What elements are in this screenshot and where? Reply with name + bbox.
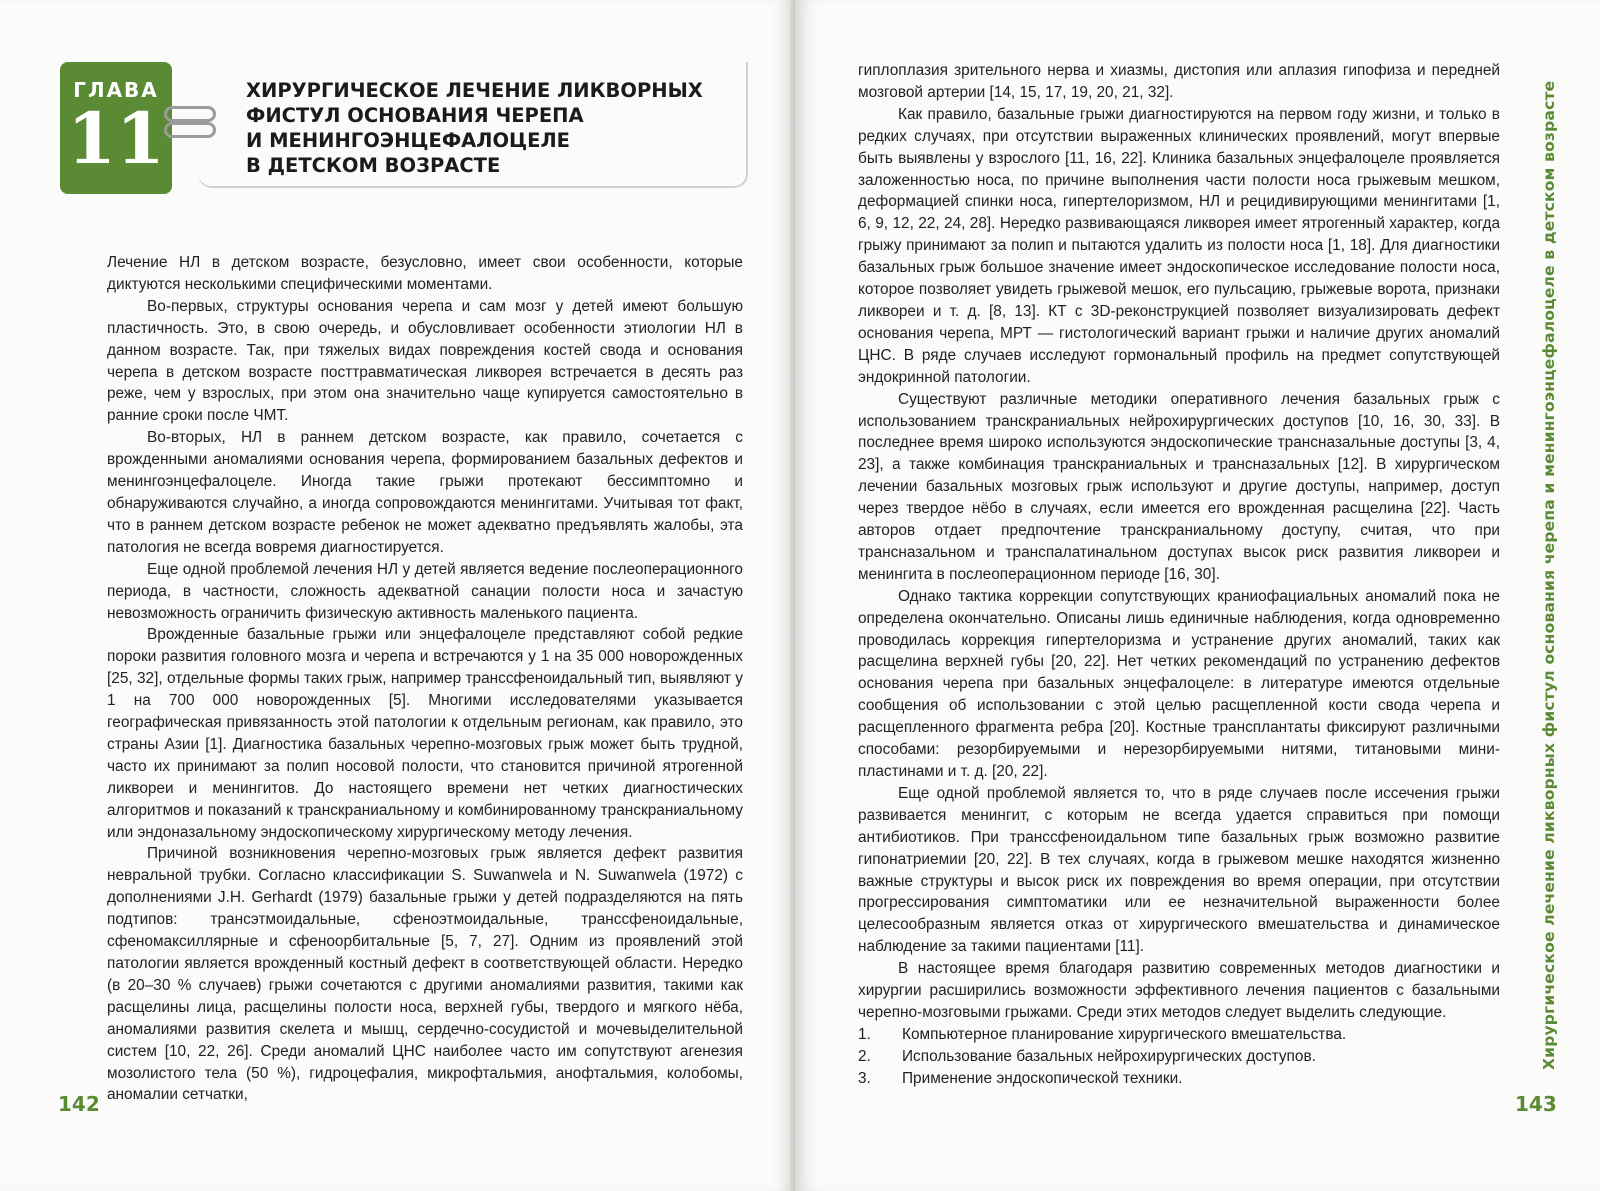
list-item [858, 1024, 1500, 1046]
paragraph: Однако тактика коррекции сопутствующих краниофациальных аномалий пока не определена окончательно. Описаны лишь единичные наблюдения, когда одновременно проводилась коррекция гипертелоризма и устранение других аномалий, таких как расщелина верхней губы [20, 22]. Нет четких рекомендаций по устранению дефектов основания черепа при базальных энцефалоцеле: в литературе имеются отдельные сообщения об использовании с этой целью расщепленной кости свода черепа и расщепленного фрагмента ребра [20]. Костные трансплантаты фиксируют различными способами: резорбируемыми и нерезорбируемыми нитями, титановыми мини-пластинами и т. д. [20, 22]. [858, 587, 1500, 780]
list-number: 1. [858, 1025, 871, 1043]
paragraph: Существуют различные методики оперативного лечения базальных грыж с использованием транскраниальных нейрохирургических доступов [10, 16, 30, 33]. В последнее время широко используются эндоскопические трансназальные доступы [3, 4, 23], а также комбинация транскраниальных и трансназальных [12]. В хирургическом лечении базальных мозговых грыж используют и другие доступы, например, доступ через твердое нёбо в случаях, если имеется его врожденная расщелина [22]. Часть авторов отдает предпочтение транскраниальному доступу, считая, что при трансназальном и транспалатинальном доступах высок риск развития ликвореи и менингита в послеоперационном периоде [16, 30]. [858, 390, 1500, 583]
page-number: 142 [58, 1092, 100, 1116]
paragraph: Как правило, базальные грыжи диагностируются на первом году жизни, и только в редких случаях, при отсутствии выраженных клинических проявлений, могут впервые быть выявлены у взрослого [11, 16, 22]. Клиника базальных энцефалоцеле проявляется заложенностью носа, по причине выполнения части полости носа грыжевым мешком, деформацией спинки носа, гипертелоризмом, НЛ и рецидивирующими менингитами [1, 6, 9, 12, 22, 24, 28]. Нередко развивающаяся ликворея имеет ятрогенный характер, когда грыжу принимают за полип и пытаются удалить из полости носа [1, 18]. Для диагностики базальных грыж большое значение имеет эндоскопическое исследование полости носа, которое позволяет увидеть грыжевой мешок, его пульсацию, грыжевые ворота, признаки ликвореи и т. д. [8, 13]. КТ с 3D-реконструкцией позволяет визуализировать дефект основания черепа, МРТ — гистологический вариант грыжи и наличие других аномалий ЦНС. В ряде случаев исследуют гормональный профиль на предмет сопутствующей эндокринной патологии. [858, 105, 1500, 386]
list-text: Использование базальных нейрохирургических доступов. [902, 1047, 1316, 1065]
paragraph: Еще одной проблемой лечения НЛ у детей является ведение послеоперационного периода, в частности, сложность адекватной санации полости носа и зачастую невозможность ограничить физическую активность маленького пациента. [107, 560, 743, 622]
chapter-title-line: ХИРУРГИЧЕСКОЕ ЛЕЧЕНИЕ ЛИКВОРНЫХ [246, 79, 703, 102]
left-body-text [107, 252, 743, 1106]
chapter-title-line: И МЕНИНГОЭНЦЕФАЛОЦЕЛЕ [246, 129, 570, 152]
paragraph: гиплоплазия зрительного нерва и хиазмы, дистопия или аплазия гипофиза и передней мозговой артерии [14, 15, 17, 19, 20, 21, 32]. [858, 62, 1500, 101]
paragraph: Во-вторых, НЛ в раннем детском возрасте, как правило, сочетается с врожденными аномалиями основания черепа, формированием базальных дефектов и менингоэнцефалоцеле. Иногда такие грыжи протекают бессимптомно и обнаруживаются случайно, а иногда сопровождаются менингитами. Учитывая тот факт, что в раннем детском возрасте ребенок не может адекватно предъявлять жалобы, эта патология не всегда вовремя диагностируется. [107, 429, 743, 556]
list-number: 3. [858, 1069, 871, 1087]
chapter-title-line: ФИСТУЛ ОСНОВАНИЯ ЧЕРЕПА [246, 104, 584, 127]
paragraph: Причиной возникновения черепно-мозговых грыж является дефект развития невральной трубки. Согласно классификации S. Suwanwela и N. Suwanwela (1972) с дополнениями J.H. Gerhardt (1979) базальные грыжи у детей подразделяются на пять подтипов: трансэтмоидальные, сфеноэтмоидальные, трансcфеноидальные, сфеномаксиллярные и сфеноорбитальные [5, 7, 27]. Одним из проявлений этой патологии является врожденный костный дефект в соответствующей области. Нередко (в 20–30 % случаев) грыжи сочетаются с другими аномалиями развития, такими как расщелины лица, расщелины полости носа, верхней губы, твердого и мягкого нёба, аномалиями развития скелета и мышц, сердечно-сосудистой и мочевыделительной систем [10, 22, 26]. Среди аномалий ЦНС наиболее часто им сопутствуют агенезия мозолистого тела (50 %), гидроцефалия, микрофтальмия, анофтальмия, колобомы, аномалии сетчатки, [107, 845, 743, 1104]
chapter-title-line: В ДЕТСКОМ ВОЗРАСТЕ [246, 154, 501, 177]
numbered-list [858, 1024, 1500, 1090]
list-text: Применение эндоскопической техники. [902, 1069, 1183, 1087]
list-text: Компьютерное планирование хирургического вмешательства. [902, 1025, 1347, 1043]
left-page [0, 0, 795, 1191]
page-number: 143 [1515, 1092, 1557, 1116]
list-item [858, 1046, 1500, 1068]
paragraph: Врожденные базальные грыжи или энцефалоцеле представляют собой редкие пороки развития головного мозга и черепа и встречаются у 1 на 35 000 новорожденных [25, 32], отдельные формы таких грыж, например трансcфеноидальный тип, выявляют у 1 на 700 000 новорожденных [5]. Многими исследователями указывается географическая привязанность этой патологии к отдельным регионам, как правило, это страны Азии [1]. Диагностика базальных черепно-мозговых грыж может быть трудной, часто их принимают за полип носовой полости, что становится причиной ятрогенной ликвореи и менингитов. До настоящего времени нет четких диагностических алгоритмов и показаний к транскраниальному и комбинированному транскраниальному или эндоназальному эндоскопическому хирургическому методу лечения. [107, 626, 743, 841]
paragraph: Еще одной проблемой является то, что в ряде случаев после иссечения грыжи развивается менингит, с которым не всегда удается справиться при помощи антибиотиков. При трансcфеноидальном типе базальных грыж возможно развитие гипонатриемии [20, 22]. В тех случаях, когда в грыжевом мешке находятся жизненно важные структуры и высок риск их повреждения во время операции, при отсутствии прогрессирования симптоматики или ее незначительной выраженности более целесообразным является отказ от хирургического вмешательства и динамическое наблюдение за такими пациентами [11]. [858, 784, 1500, 956]
paragraph: Во-первых, структуры основания черепа и сам мозг у детей имеют большую пластичность. Это, в свою очередь, и обусловливает особенности этиологии НЛ в данном возрасте. Так, при тяжелых видах повреждения костей свода и основания черепа в детском возрасте посттравматическая ликворея встречается в десять раз реже, чем у взрослых, при этом она значительно чаще купируется самостоятельно в ранние сроки после ЧМТ. [107, 297, 743, 425]
running-title: Хирургическое лечение ликворных фистул основания черепа и менингоэнцефалоцеле в детском возрасте [1540, 80, 1558, 1070]
paragraph: В настоящее время благодаря развитию современных методов диагностики и хирургии расширились возможности эффективного лечения пациентов с базальными черепно-мозговыми грыжами. Среди этих методов следует выделить следующие. [858, 960, 1500, 1021]
right-body-text [858, 60, 1500, 1090]
chapter-badge [60, 62, 172, 194]
paragraph: Лечение НЛ в детском возрасте, безусловно, имеет свои особенности, которые диктуются несколькими специфическими моментами. [107, 254, 743, 293]
chapter-title [246, 78, 716, 178]
list-item [858, 1068, 1500, 1090]
chapter-word: ГЛАВА [73, 78, 159, 102]
list-number: 2. [858, 1047, 871, 1065]
chapter-number: 11 [67, 97, 165, 180]
